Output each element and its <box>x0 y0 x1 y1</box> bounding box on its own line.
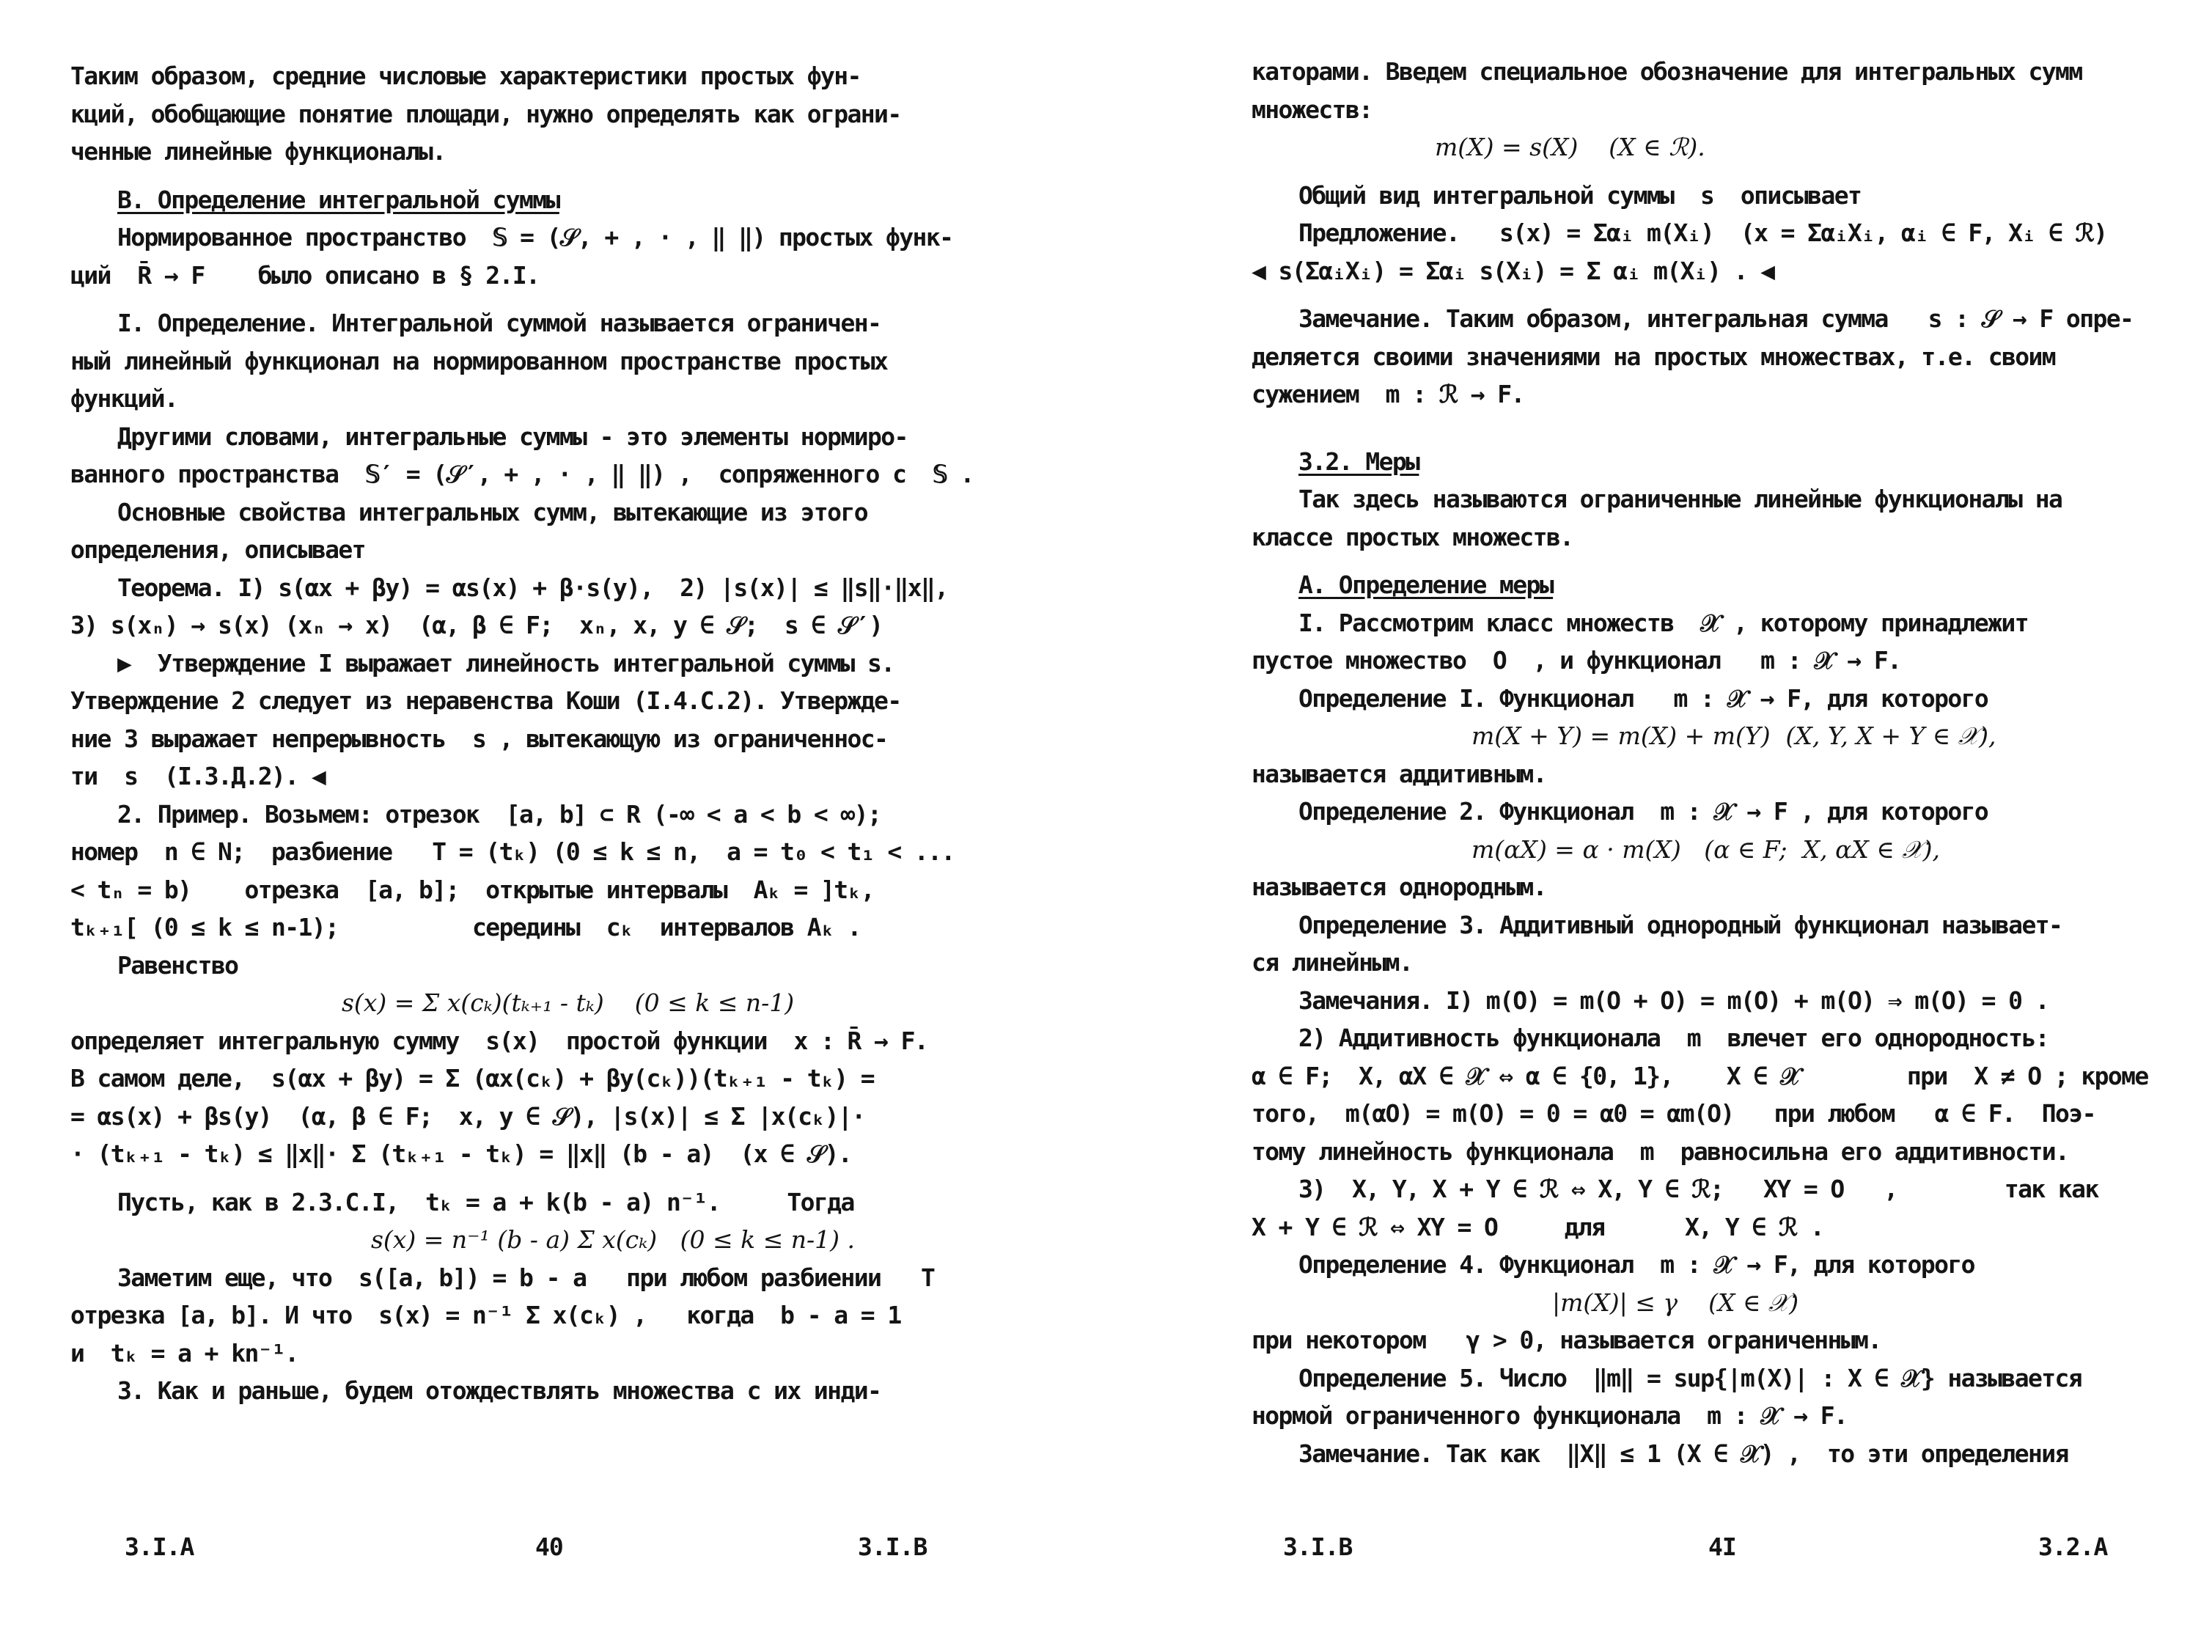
definition-line: Определение I. Функционал m : 𝒳 → F, для которого <box>1298 683 1988 713</box>
text-line: ченные линейные функционалы. <box>70 137 446 166</box>
text-line: 2) Аддитивность функционала m влечет его однородность: <box>1298 1024 2049 1052</box>
text-line: ный линейный функционал на нормированном пространстве простых <box>70 346 888 375</box>
text-line: кций, обобщающие понятие площади, нужно определять как ограни- <box>70 99 901 128</box>
text-line: I. Рассмотрим класс множеств 𝒳 , которому принадлежит <box>1298 608 2028 637</box>
formula-line: s(x) = n⁻¹ (b - a) Σ x(cₖ) (0 ≤ k ≤ n-1) . <box>371 1225 856 1254</box>
text-line: и tₖ = a + kn⁻¹. <box>70 1338 298 1368</box>
left-footer-section-left: 3.I.A <box>125 1532 194 1561</box>
text-line: Общий вид интегральной суммы s описывает <box>1298 180 1862 210</box>
text-line: ций R̄ → F было описано в § 2.I. <box>70 260 540 290</box>
math-line: 3) s(xₙ) → s(x) (xₙ → x) (α, β ∈ F; xₙ, x, y ∈ 𝒮; s ∈ 𝒮′) <box>70 611 883 639</box>
formula-line: m(X + Y) = m(X) + m(Y) (X, Y, X + Y ∈ 𝒳), <box>1471 722 1996 750</box>
theorem-line: Теорема. I) s(αx + βy) = αs(x) + β·s(y), 2) |s(x)| ≤ ‖s‖·‖x‖, <box>117 573 948 602</box>
formula-line: m(αX) = α · m(X) (α ∈ F; X, αX ∈ 𝒳), <box>1471 834 1940 864</box>
text-line: < tₙ = b) отрезка [a, b]; открытые интервалы Aₖ = ]tₖ, <box>70 875 875 904</box>
remark-line: Замечание. Таким образом, интегральная сумма s : 𝒮 → F опре- <box>1298 304 2134 333</box>
spacer <box>70 1173 1024 1183</box>
section-heading: В. Определение интегральной суммы <box>117 185 559 214</box>
remark-line: Замечания. I) m(O) = m(O + O) = m(O) + m(O) ⇒ m(O) = 0 . <box>1298 985 2049 1015</box>
text-line: 3. Как и раньше, будем отождествлять множества с их инди- <box>117 1376 881 1405</box>
text-line: ти s (I.3.Д.2). ◀ <box>70 762 326 790</box>
text-line: при некотором γ > 0, называется ограниченным. <box>1252 1326 1881 1354</box>
text-line: множеств: <box>1252 95 1373 124</box>
spacer <box>1252 166 2205 177</box>
text-line: Так здесь называются ограниченные линейные функционалы на <box>1298 485 2062 513</box>
subsection-heading: А. Определение меры <box>1298 570 1554 599</box>
formula-line: |m(X)| ≤ γ (X ∈ 𝒳) <box>1552 1288 1799 1317</box>
formula-line: m(X) = s(X) (X ∈ ℛ). <box>1435 133 1705 161</box>
right-footer-section-left: 3.I.B <box>1283 1532 1353 1561</box>
math-line: α ∈ F; X, αX ∈ 𝒳 ⇔ α ∈ {0, 1}, X ∈ 𝒳 при X ≠ O ; кроме <box>1252 1061 2148 1090</box>
text-line: пустое множество O , и функционал m : 𝒳 → F. <box>1252 646 1901 675</box>
text-line: классе простых множеств. <box>1252 522 1573 551</box>
definition-line: Определение 3. Аддитивный однородный функционал называет- <box>1298 910 2062 939</box>
section-heading: 3.2. Меры <box>1298 447 1419 476</box>
proof-line: ▶ Утверждение I выражает линейность интегральной суммы s. <box>117 648 894 678</box>
math-line: X + Y ∈ ℛ ⇔ XY = O для X, Y ∈ ℛ . <box>1252 1212 1824 1241</box>
right-page-number: 4I <box>1708 1532 1736 1561</box>
math-line: = αs(x) + βs(y) (α, β ∈ F; x, y ∈ 𝒮), |s(x)| ≤ Σ |x(cₖ)|· <box>70 1101 865 1131</box>
proposition-line: Предложение. s(x) = Σαᵢ m(Xᵢ) (x = ΣαᵢXᵢ, αᵢ ∈ F, Xᵢ ∈ ℛ) <box>1298 219 2107 247</box>
text-line: тому линейность функционала m равносильна его аддитивности. <box>1252 1137 2069 1166</box>
spacer <box>70 171 1024 181</box>
spacer <box>70 294 1024 304</box>
text-line: определяет интегральную сумму s(x) простой функции x : R̄ → F. <box>70 1026 928 1055</box>
proof-line: ◀ s(ΣαᵢXᵢ) = Σαᵢ s(Xᵢ) = Σ αᵢ m(Xᵢ) . ◀ <box>1252 256 1774 285</box>
definition-line: Определение 2. Функционал m : 𝒳 → F , для которого <box>1298 797 1988 826</box>
text-line: номер n ∈ N; разбиение T = (tₖ) (0 ≤ k ≤ n, a = t₀ < t₁ < ... <box>70 837 955 866</box>
spacer <box>1252 414 2205 443</box>
text-line: нормой ограниченного функционала m : 𝒳 → F. <box>1252 1401 1848 1430</box>
spacer <box>1252 556 2205 566</box>
text-line: tₖ₊₁[ (0 ≤ k ≤ n-1); середины cₖ интервалов Aₖ . <box>70 913 861 941</box>
text-line: ванного пространства 𝕊′ = (𝒮′, + , · , ‖ ‖) , сопряженного с 𝕊 . <box>70 460 974 488</box>
text-line: называется аддитивным. <box>1252 759 1546 788</box>
definition-line: Определение 4. Функционал m : 𝒳 → F, для которого <box>1298 1250 1974 1279</box>
left-page <box>70 0 1024 1652</box>
text-line: каторами. Введем специальное обозначение для интегральных сумм <box>1252 57 2082 86</box>
text-line: сужением m : ℛ → F. <box>1252 380 1524 408</box>
spacer <box>1252 290 2205 300</box>
definition-line: Определение 5. Число ‖m‖ = sup{|m(X)| : X ∈ 𝒳} называется <box>1298 1363 2082 1392</box>
text-line: Основные свойства интегральных сумм, вытекающие из этого <box>117 497 867 526</box>
text-line: того, m(αO) = m(O) = 0 = α0 = αm(O) при любом α ∈ F. Поэ- <box>1252 1099 2095 1128</box>
text-line: Равенство <box>117 950 238 980</box>
text-line: Заметим еще, что s([a, b]) = b - a при любом разбиении T <box>117 1263 935 1292</box>
definition-line: I. Определение. Интегральной суммой называется ограничен- <box>117 309 881 337</box>
math-line: 3) X, Y, X + Y ∈ ℛ ⇔ X, Y ∈ ℛ; XY = O , так как <box>1298 1175 2098 1203</box>
text-line: ние 3 выражает непрерывность s , вытекающую из ограниченнос- <box>70 724 888 753</box>
text-line: Утверждение 2 следует из неравенства Коши (I.4.С.2). Утвержде- <box>70 686 901 715</box>
example-line: 2. Пример. Возьмем: отрезок [a, b] ⊂ R (-∞ < a < b < ∞); <box>117 799 881 829</box>
text-line: ся линейным. <box>1252 948 1413 977</box>
left-footer-section-right: 3.I.B <box>858 1532 927 1561</box>
math-line: В самом деле, s(αx + βy) = Σ (αx(cₖ) + βy(cₖ))(tₖ₊₁ - tₖ) = <box>70 1064 875 1093</box>
text-line: деляется своими значениями на простых множествах, т.е. своим <box>1252 342 2056 371</box>
formula-line: s(x) = Σ x(cₖ)(tₖ₊₁ - tₖ) (0 ≤ k ≤ n-1) <box>342 988 795 1017</box>
left-page-number: 40 <box>535 1532 563 1561</box>
text-line: функций. <box>70 384 178 413</box>
text-line: Нормированное пространство 𝕊 = (𝒮, + , · , ‖ ‖) простых функ- <box>117 223 953 252</box>
remark-line: Замечание. Так как ‖X‖ ≤ 1 (X ∈ 𝒳) , то эти определения <box>1298 1439 2068 1468</box>
right-footer-section-right: 3.2.A <box>2038 1532 2108 1561</box>
text-line: Таким образом, средние числовые характеристики простых фун- <box>70 62 861 90</box>
text-line: отрезка [a, b]. И что s(x) = n⁻¹ Σ x(cₖ) , когда b - a = 1 <box>70 1301 901 1329</box>
text-line: Пусть, как в 2.3.С.I, tₖ = a + k(b - a) n⁻¹. Тогда <box>117 1187 854 1216</box>
text-line: называется однородным. <box>1252 873 1546 901</box>
text-line: Другими словами, интегральные суммы - это элементы нормиро- <box>117 422 908 451</box>
right-page <box>1252 0 2205 1648</box>
text-line: определения, описывает <box>70 535 365 564</box>
math-line: · (tₖ₊₁ - tₖ) ≤ ‖x‖· Σ (tₖ₊₁ - tₖ) = ‖x‖ (b - a) (x ∈ 𝒮). <box>70 1139 852 1168</box>
